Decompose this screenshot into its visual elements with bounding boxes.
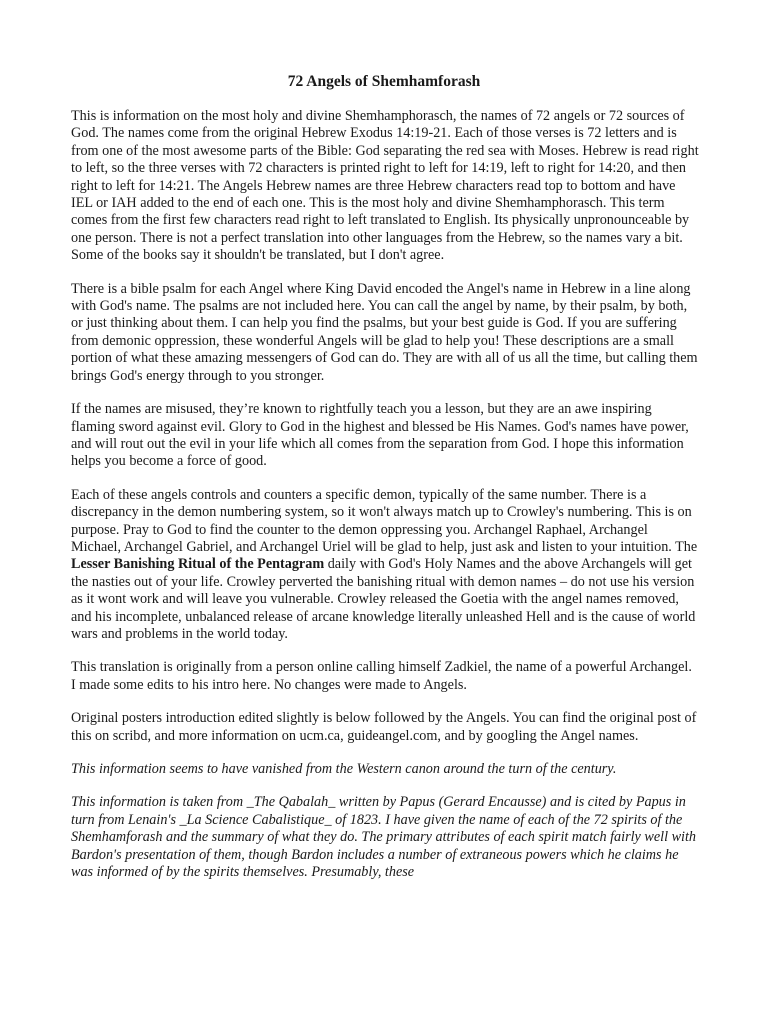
ritual-name-bold: Lesser Banishing Ritual of the Pentagram bbox=[71, 556, 325, 573]
paragraph-demons-text-end: daily with God's Holy Names and the above Archangels will get the nasties out of your life. Crowley perverted the banishing ritual with demon names – do not use his version as it wont work and will leave you vulnerable. Crowley released the Goetia with the angel names removed, and his incomplete, unbalanced release of arcane knowledge literally unleashed Hell and is the cause of world wars and problems in the world today. bbox=[71, 556, 696, 642]
paragraph-demons bbox=[71, 487, 699, 644]
paragraph-translation: This translation is originally from a person online calling himself Zadkiel, the name of a powerful Archangel. I made some edits to his intro here. No changes were made to Angels. bbox=[71, 659, 692, 693]
paragraph-intro: This is information on the most holy and divine Shemhamphorasch, the names of 72 angels or 72 sources of God. The names come from the original Hebrew Exodus 14:19-21. Each of those verses is 72 letters and is from one of the most awesome parts of the Bible: God separating the red sea with Moses. Hebrew is read right to left, so the three verses with 72 characters is printed right to left for 14:19, left to right for 14:20, and then right to left for 14:21. The Angels Hebrew names are three Hebrew characters read top to bottom and have IEL or IAH added to the end of each one. This is the most holy and divine Shemhamphorasch. This term comes from the first few characters read right to left translated to English. Its physically unpronounceable by one person. There is not a perfect translation into other languages from the Hebrew, so the names vary a bit. Some of the books say it shouldn't be translated, but I don't agree. bbox=[71, 108, 699, 264]
paragraph-italic-canon: This information seems to have vanished from the Western canon around the turn of the century. bbox=[71, 761, 617, 777]
paragraph-demons-text-start: Each of these angels controls and counters a specific demon, typically of the same number. There is a discrepancy in the demon numbering system, so it won't always match up to Crowley's numbering. This is on purpose. Pray to God to find the counter to the demon oppressing you. Archangel Raphael, Archangel Michael, Archangel Gabriel, and Archangel Uriel will be glad to help, just ask and listen to your intuition. The bbox=[71, 486, 698, 555]
paragraph-original-post: Original posters introduction edited slightly is below followed by the Angels. You can find the original post of this on scribd, and more information on ucm.ca, guideangel.com, and by googling the Angel names. bbox=[71, 710, 697, 744]
document-title: 72 Angels of Shemhamforash bbox=[287, 73, 481, 90]
paragraph-misuse: If the names are misused, they’re known to rightfully teach you a lesson, but they are an awe inspiring flaming sword against evil. Glory to God in the highest and blessed be His Names. God's names have power, and will rout out the evil in your life which all comes from the separation from God. I hope this information helps you become a force of good. bbox=[71, 401, 689, 470]
paragraph-italic-source: This information is taken from _The Qabalah_ written by Papus (Gerard Encausse) and is cited by Papus in turn from Lenain's _La Science Cabalistique_ of 1823. I have given the name of each of the 72 spirits of the Shemhamforash and the summary of what they do. The primary attributes of each spirit match fairly well with Bardon's presentation of them, though Bardon includes a number of extraneous powers which he claims he was informed of by the spirits themselves. Presumably, these bbox=[71, 794, 697, 881]
document-body bbox=[71, 108, 699, 897]
paragraph-psalms: There is a bible psalm for each Angel where King David encoded the Angel's name in Hebrew in a line along with God's name. The psalms are not included here. You can call the angel by name, by their psalm, by both, or just thinking about them. I can help you find the psalms, but your best guide is God. If you are suffering from demonic oppression, these wonderful Angels will be glad to help you! These descriptions are a small portion of what these amazing messengers of God can do. They are with all of us all the time, but calling them brings God's energy through to you stronger. bbox=[71, 280, 698, 384]
